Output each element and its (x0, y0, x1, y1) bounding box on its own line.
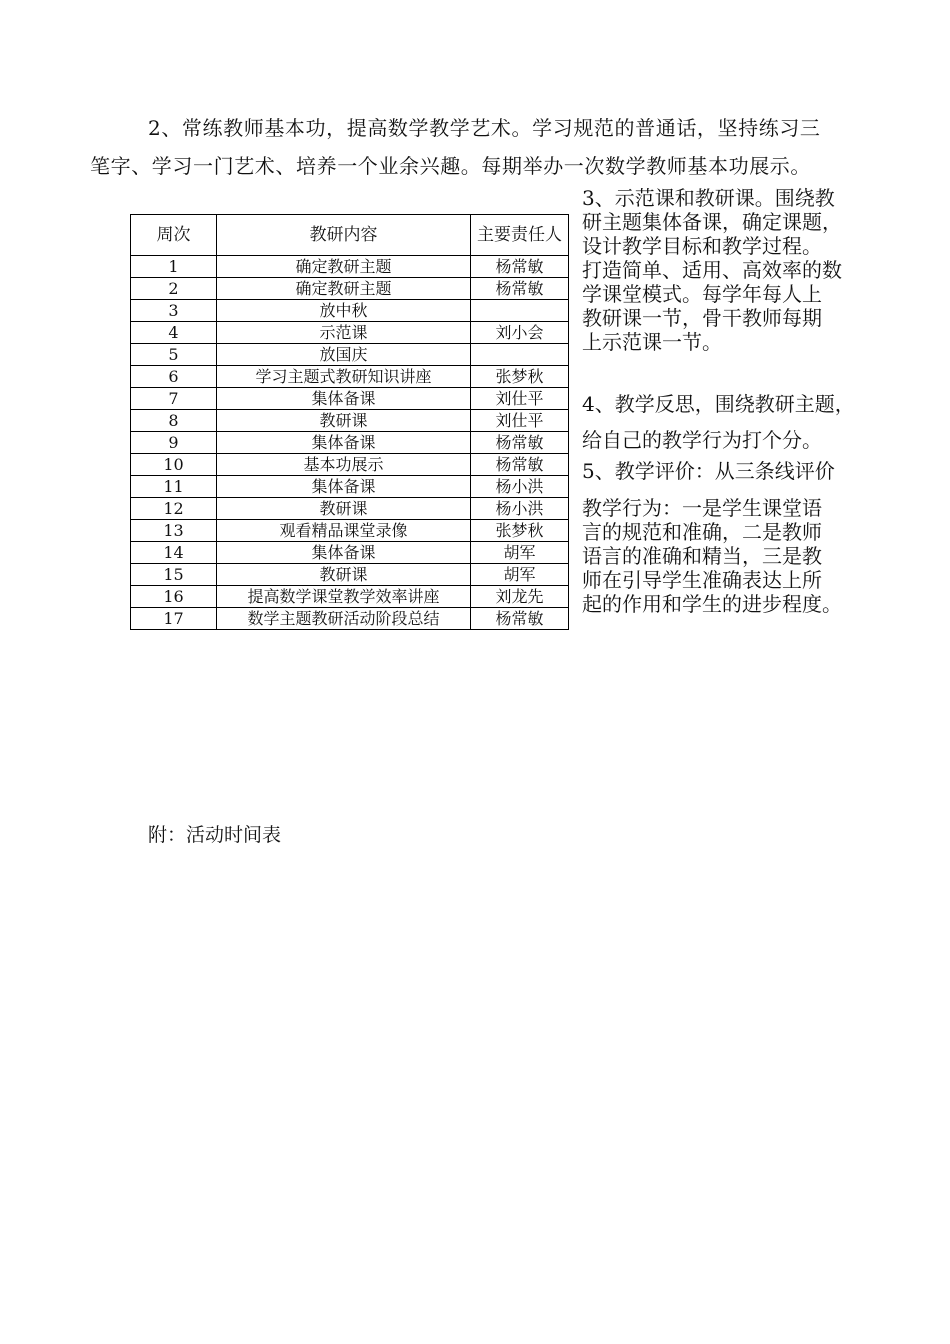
cell-responsible (471, 300, 569, 322)
text-line: 上示范课一节。 (582, 330, 722, 354)
cell-content: 教研课 (217, 564, 471, 586)
cell-week: 6 (131, 366, 217, 388)
table-row (131, 542, 569, 564)
cell-week: 7 (131, 388, 217, 410)
table-row (131, 476, 569, 498)
cell-content: 确定教研主题 (217, 278, 471, 300)
cell-week: 10 (131, 454, 217, 476)
paragraph-5-body (582, 496, 867, 616)
text-line: 打造简单、适用、高效率的数 (582, 258, 842, 282)
cell-week: 12 (131, 498, 217, 520)
table-row (131, 344, 569, 366)
table-row (131, 586, 569, 608)
table-body (131, 256, 569, 630)
cell-content: 集体备课 (217, 542, 471, 564)
header-responsible: 主要责任人 (471, 215, 569, 256)
table-row (131, 498, 569, 520)
cell-responsible: 张梦秋 (471, 520, 569, 542)
cell-week: 11 (131, 476, 217, 498)
cell-responsible: 杨小洪 (471, 498, 569, 520)
table-row (131, 300, 569, 322)
cell-week: 2 (131, 278, 217, 300)
cell-content: 教研课 (217, 410, 471, 432)
cell-week: 15 (131, 564, 217, 586)
text-line: 给自己的教学行为打个分。 (582, 428, 822, 452)
cell-week: 9 (131, 432, 217, 454)
paragraph-4 (582, 386, 867, 458)
header-content: 教研内容 (217, 215, 471, 256)
appendix-caption: 附：活动时间表 (148, 824, 282, 846)
table-row (131, 432, 569, 454)
paragraph-5-heading (582, 458, 867, 484)
cell-week: 13 (131, 520, 217, 542)
table-row (131, 564, 569, 586)
cell-responsible: 杨常敏 (471, 608, 569, 630)
paragraph-2-line-1: 2、常练教师基本功，提高数学教学艺术。学习规范的普通话，坚持练习三 (148, 116, 821, 140)
text-line: 教学行为：一是学生课堂语 (582, 496, 822, 520)
table-row (131, 520, 569, 542)
table-row (131, 256, 569, 278)
cell-week: 5 (131, 344, 217, 366)
schedule-table (130, 214, 569, 630)
cell-responsible: 刘仕平 (471, 388, 569, 410)
cell-responsible: 杨常敏 (471, 432, 569, 454)
cell-week: 3 (131, 300, 217, 322)
cell-content: 确定教研主题 (217, 256, 471, 278)
text-line: 言的规范和准确，二是教师 (582, 520, 822, 544)
cell-week: 4 (131, 322, 217, 344)
cell-responsible: 杨常敏 (471, 454, 569, 476)
text-line: 5、教学评价：从三条线评价 (582, 459, 835, 483)
paragraph-2-line-2: 笔字、学习一门艺术、培养一个业余兴趣。每期举办一次数学教师基本功展示。 (90, 154, 811, 178)
text-line: 语言的准确和精当，三是教 (582, 544, 822, 568)
cell-responsible: 刘小会 (471, 322, 569, 344)
cell-responsible: 张梦秋 (471, 366, 569, 388)
table-row (131, 410, 569, 432)
table-row (131, 608, 569, 630)
cell-responsible: 胡军 (471, 564, 569, 586)
text-line: 4、教学反思，围绕教研主题， (582, 392, 855, 416)
table-row (131, 454, 569, 476)
cell-week: 17 (131, 608, 217, 630)
cell-content: 教研课 (217, 498, 471, 520)
cell-responsible: 杨常敏 (471, 278, 569, 300)
cell-week: 8 (131, 410, 217, 432)
cell-content: 集体备课 (217, 476, 471, 498)
cell-week: 14 (131, 542, 217, 564)
table-row (131, 366, 569, 388)
cell-content: 数学主题教研活动阶段总结 (217, 608, 471, 630)
cell-content: 放国庆 (217, 344, 471, 366)
cell-content: 放中秋 (217, 300, 471, 322)
cell-content: 示范课 (217, 322, 471, 344)
table-row (131, 278, 569, 300)
cell-content: 基本功展示 (217, 454, 471, 476)
cell-responsible: 胡军 (471, 542, 569, 564)
paragraph-3 (582, 186, 867, 354)
cell-content: 观看精品课堂录像 (217, 520, 471, 542)
table-row (131, 322, 569, 344)
cell-week: 16 (131, 586, 217, 608)
cell-responsible: 杨小洪 (471, 476, 569, 498)
table-header-row (131, 215, 569, 256)
cell-content: 集体备课 (217, 388, 471, 410)
text-line: 3、示范课和教研课。围绕教 (582, 186, 835, 210)
cell-content: 学习主题式教研知识讲座 (217, 366, 471, 388)
text-line: 师在引导学生准确表达上所 (582, 568, 822, 592)
text-line: 学课堂模式。每学年每人上 (582, 282, 822, 306)
text-line: 研主题集体备课，确定课题， (582, 210, 842, 234)
cell-responsible: 刘龙先 (471, 586, 569, 608)
table-row (131, 388, 569, 410)
cell-week: 1 (131, 256, 217, 278)
cell-responsible: 杨常敏 (471, 256, 569, 278)
header-week: 周次 (131, 215, 217, 256)
cell-responsible (471, 344, 569, 366)
cell-content: 集体备课 (217, 432, 471, 454)
text-line: 设计教学目标和教学过程。 (582, 234, 822, 258)
text-line: 起的作用和学生的进步程度。 (582, 592, 842, 616)
cell-responsible: 刘仕平 (471, 410, 569, 432)
text-line: 教研课一节，骨干教师每期 (582, 306, 822, 330)
cell-content: 提高数学课堂教学效率讲座 (217, 586, 471, 608)
